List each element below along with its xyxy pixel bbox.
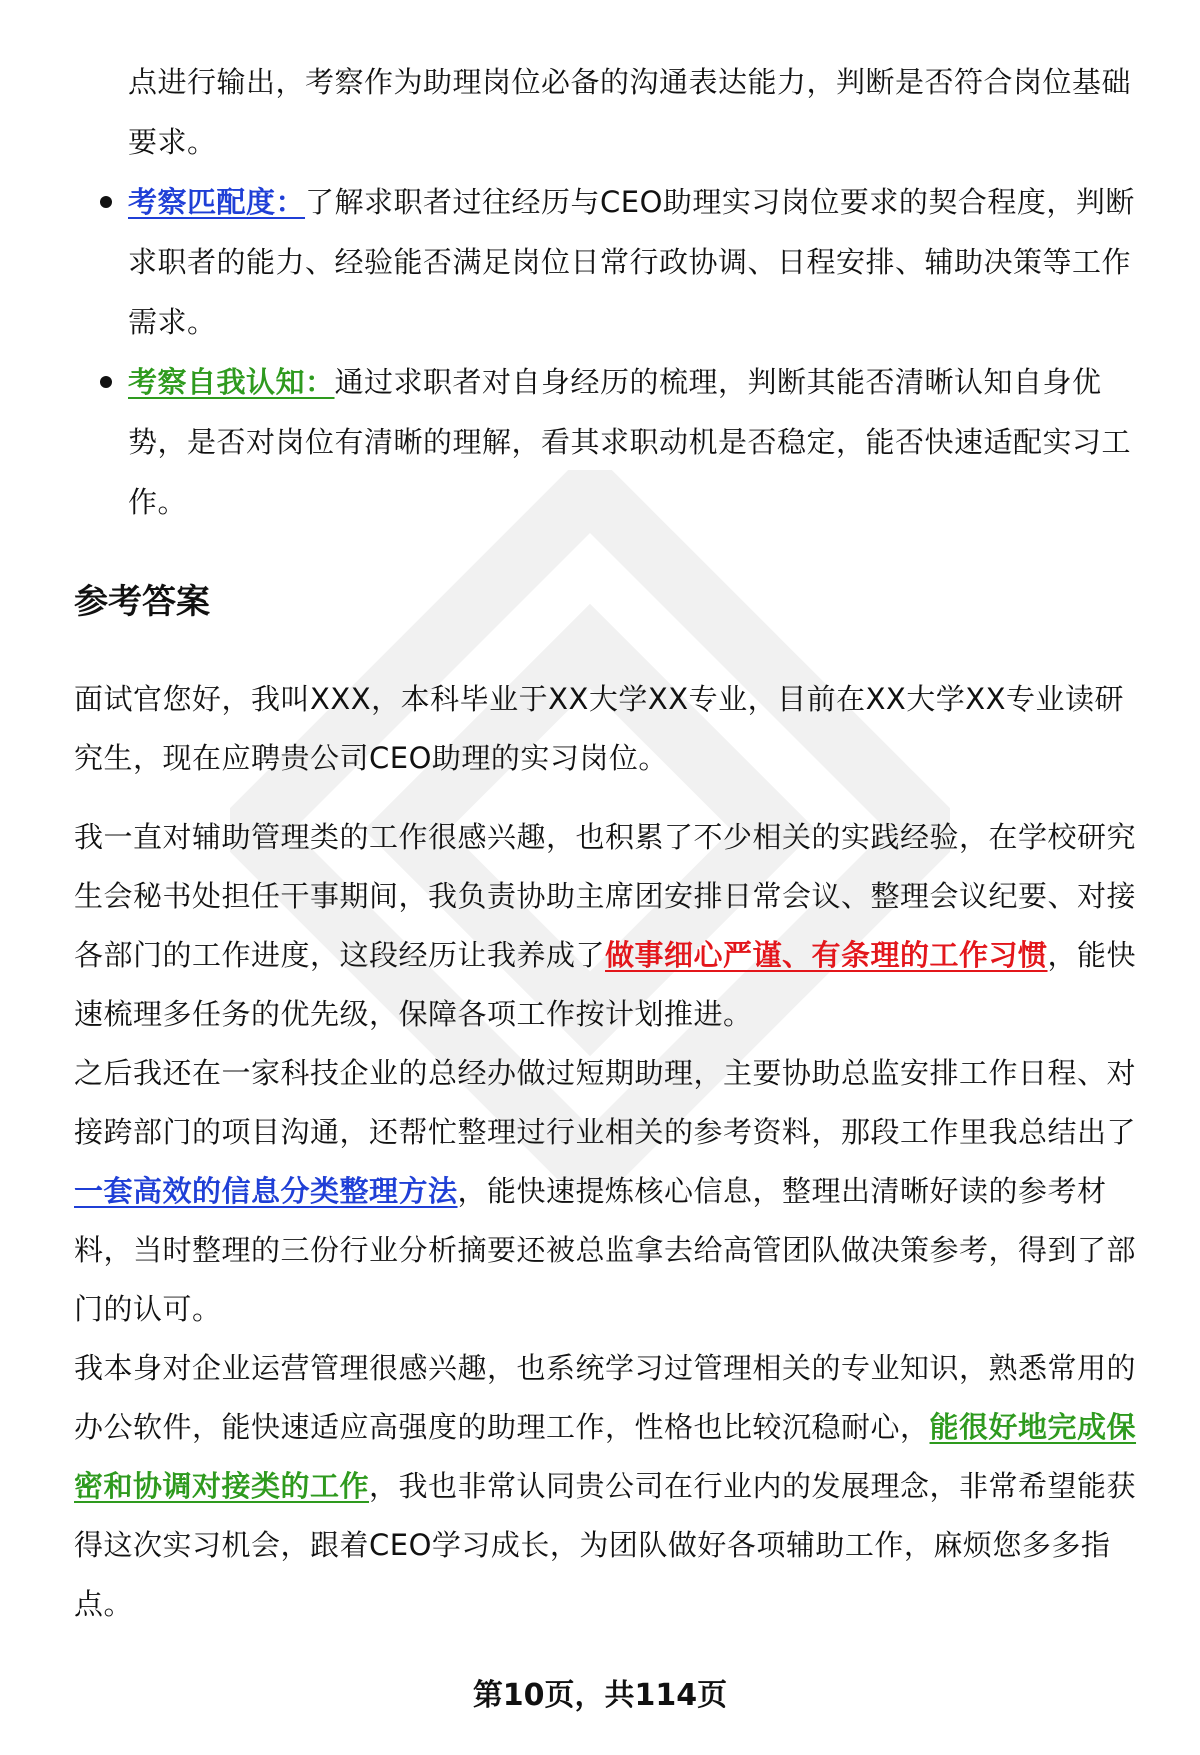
bullet-keyword: 考察匹配度： [128, 185, 306, 219]
highlight-red: 做事细心严谨、有条理的工作习惯 [605, 938, 1048, 972]
paragraph-text: 之后我还在一家科技企业的总经办做过短期助理，主要协助总监安排工作日程、对接跨部门的项目沟通，还帮忙整理过行业相关的参考资料，那段工作里我总结出了 [74, 1056, 1137, 1149]
highlight-blue: 一套高效的信息分类整理方法 [74, 1174, 458, 1208]
paragraph-text: 我本身对企业运营管理很感兴趣，也系统学习过管理相关的专业知识，熟悉常用的办公软件，能快速适应高强度的助理工作，性格也比较沉稳耐心， [74, 1351, 1137, 1444]
bullet-dot-icon [100, 376, 112, 388]
paragraph-text: ，能快速提炼核心信息，整理出清晰好读的参考材料，当时整理的三份行业分析摘要还被总监拿去给高管团队做决策参考，得到了部门的认可。 [74, 1174, 1137, 1326]
bullet-dot-icon [100, 196, 112, 208]
paragraph-text: ，我也非常认同贵公司在行业内的发展理念，非常希望能获得这次实习机会，跟着CEO学习成长，为团队做好各项辅助工作，麻烦您多多指点。 [74, 1469, 1137, 1621]
bullet-text: 点进行输出，考察作为助理岗位必备的沟通表达能力，判断是否符合岗位基础要求。 [128, 65, 1132, 159]
bullet-keyword: 考察自我认知： [128, 365, 335, 399]
paragraph-text: ，能快速梳理多任务的优先级，保障各项工作按计划推进。 [74, 938, 1137, 1031]
bullet-text: 通过求职者对自身经历的梳理，判断其能否清晰认知自身优势，是否对岗位有清晰的理解，看其求职动机是否稳定，能否快速适配实习工作。 [128, 365, 1132, 519]
answer-paragraph-motivation [74, 1339, 1144, 1634]
bullet-list [74, 52, 1144, 532]
bullet-item-communication [74, 52, 1144, 172]
highlight-green: 能很好地完成保密和协调对接类的工作 [74, 1410, 1137, 1503]
answer-paragraph-experience-2 [74, 1044, 1144, 1339]
bullet-item-matching [74, 172, 1144, 352]
bullet-text: 了解求职者过往经历与CEO助理实习岗位要求的契合程度，判断求职者的能力、经验能否满足岗位日常行政协调、日程安排、辅助决策等工作需求。 [128, 185, 1135, 339]
paragraph-text: 我一直对辅助管理类的工作很感兴趣，也积累了不少相关的实践经验，在学校研究生会秘书处担任干事期间，我负责协助主席团安排日常会议、整理会议纪要、对接各部门的工作进度，这段经历让我养成了 [74, 820, 1137, 972]
answer-paragraph-intro: 面试官您好，我叫XXX，本科毕业于XX大学XX专业，目前在XX大学XX专业读研究生，现在应聘贵公司CEO助理的实习岗位。 [74, 682, 1125, 775]
main-content [74, 52, 1144, 1634]
answer-paragraph-experience-1 [74, 808, 1144, 1044]
section-title: 参考答案 [74, 582, 210, 622]
page-footer: 第10页，共114页 [472, 1678, 728, 1713]
bullet-item-self-awareness [74, 352, 1144, 532]
